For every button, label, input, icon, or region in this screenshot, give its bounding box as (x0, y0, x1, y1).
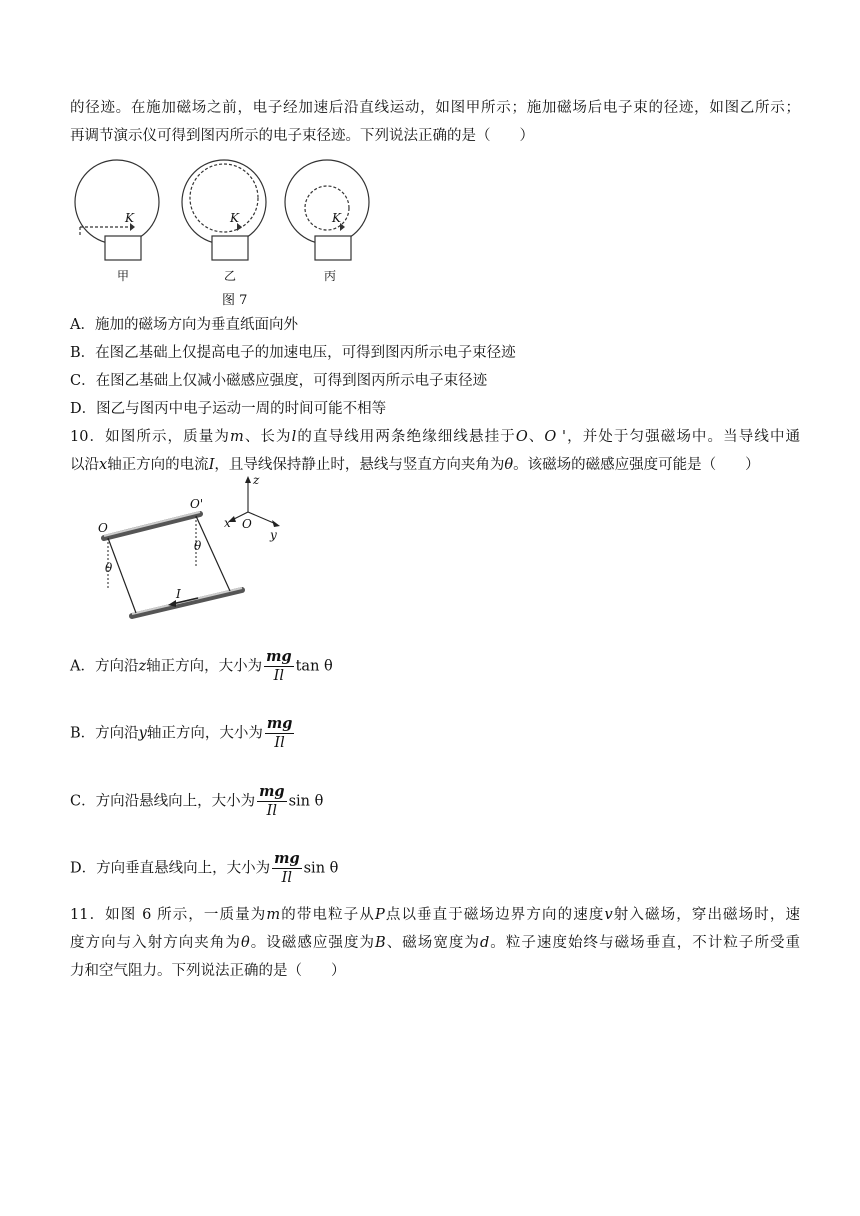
beam-orbit-yi (190, 164, 258, 232)
axis-origin-label: O (242, 517, 252, 531)
label-jia: 甲 (117, 269, 130, 283)
k-label-bing: K (332, 211, 341, 225)
tube-circle-bing (285, 160, 369, 244)
q11-line-1: 11．如图 6 所示，一质量为m的带电粒子从P点以垂直于磁场边界方向的速度v射入磁场，穿出磁场时，速 (70, 907, 801, 923)
label-bing: 丙 (324, 269, 337, 283)
q10-option-a: A．方向沿z轴正方向，大小为 $\frac{mg}{Il}$ tan θ (70, 648, 333, 684)
q10-axes (220, 470, 300, 542)
q9-option-b: B．在图乙基础上仅提高电子的加速电压，可得到图丙所示电子束径迹 (70, 345, 516, 361)
label-yi: 乙 (224, 269, 237, 283)
intro-line-1: 的径迹。在施加磁场之前，电子经加速后沿直线运动，如图甲所示；施加磁场后电子束的径迹，如图乙所示； (70, 100, 800, 116)
axis-y-label: y (270, 528, 277, 542)
figure-7 (72, 152, 372, 292)
q9-option-c: C．在图乙基础上仅减小磁感应强度，可得到图丙所示电子束径迹 (70, 373, 488, 389)
q10-line-2: 以沿x轴正方向的电流I，且导线保持静止时，悬线与竖直方向夹角为θ。该磁场的磁感应强度可能是（ ） (70, 457, 760, 473)
q11-line-2: 度方向与入射方向夹角为θ。设磁感应强度为B、磁场宽度为d。粒子速度始终与磁场垂直，不计粒子所受重 (70, 935, 801, 951)
q10-option-d: D．方向垂直悬线向上，大小为 $\frac{mg}{Il}$ sin θ (70, 850, 339, 886)
suspension-line-left (108, 538, 136, 613)
tube-circle-yi (182, 160, 266, 244)
beam-orbit-bing (305, 186, 349, 230)
q10-option-c: C．方向沿悬线向上，大小为 $\frac{mg}{Il}$ sin θ (70, 783, 324, 819)
k-label-jia: K (125, 211, 134, 225)
label-i: I (176, 587, 181, 601)
top-support-bar (104, 514, 200, 538)
gun-box-bing (315, 236, 351, 260)
gun-box-jia (105, 236, 141, 260)
tube-circle-jia (75, 160, 159, 244)
current-wire (132, 590, 242, 616)
fraction-a: $\frac{mg}{Il}$ (266, 648, 292, 684)
axis-x-label: x (224, 516, 231, 530)
label-o: O (98, 521, 108, 535)
q9-option-a: A．施加的磁场方向为垂直纸面向外 (70, 317, 298, 333)
q11-line-3: 力和空气阻力。下列说法正确的是（ ） (70, 963, 346, 979)
q10-option-b: B．方向沿y轴正方向，大小为 $\frac{mg}{Il}$ (70, 715, 293, 751)
k-label-yi: K (230, 211, 239, 225)
label-o-prime: O' (190, 497, 204, 511)
gun-box-yi (212, 236, 248, 260)
figure-7-caption: 图 7 (222, 293, 248, 308)
axis-z-label: z (253, 473, 260, 487)
intro-line-2: 再调节演示仪可得到图丙所示的电子束径迹。下列说法正确的是（ ） (70, 128, 534, 144)
fraction-b: $\frac{mg}{Il}$ (266, 715, 293, 751)
theta-right: θ (194, 539, 202, 553)
theta-left: θ (105, 561, 113, 575)
fraction-d: $\frac{mg}{Il}$ (274, 850, 300, 886)
fraction-c: $\frac{mg}{Il}$ (259, 783, 285, 819)
q9-option-d: D．图乙与图丙中电子运动一周的时间可能不相等 (70, 401, 387, 417)
q10-line-1: 10．如图所示，质量为m、长为l的直导线用两条绝缘细线悬挂于O、O '，并处于匀强磁场中。当导线中通 (70, 429, 801, 445)
